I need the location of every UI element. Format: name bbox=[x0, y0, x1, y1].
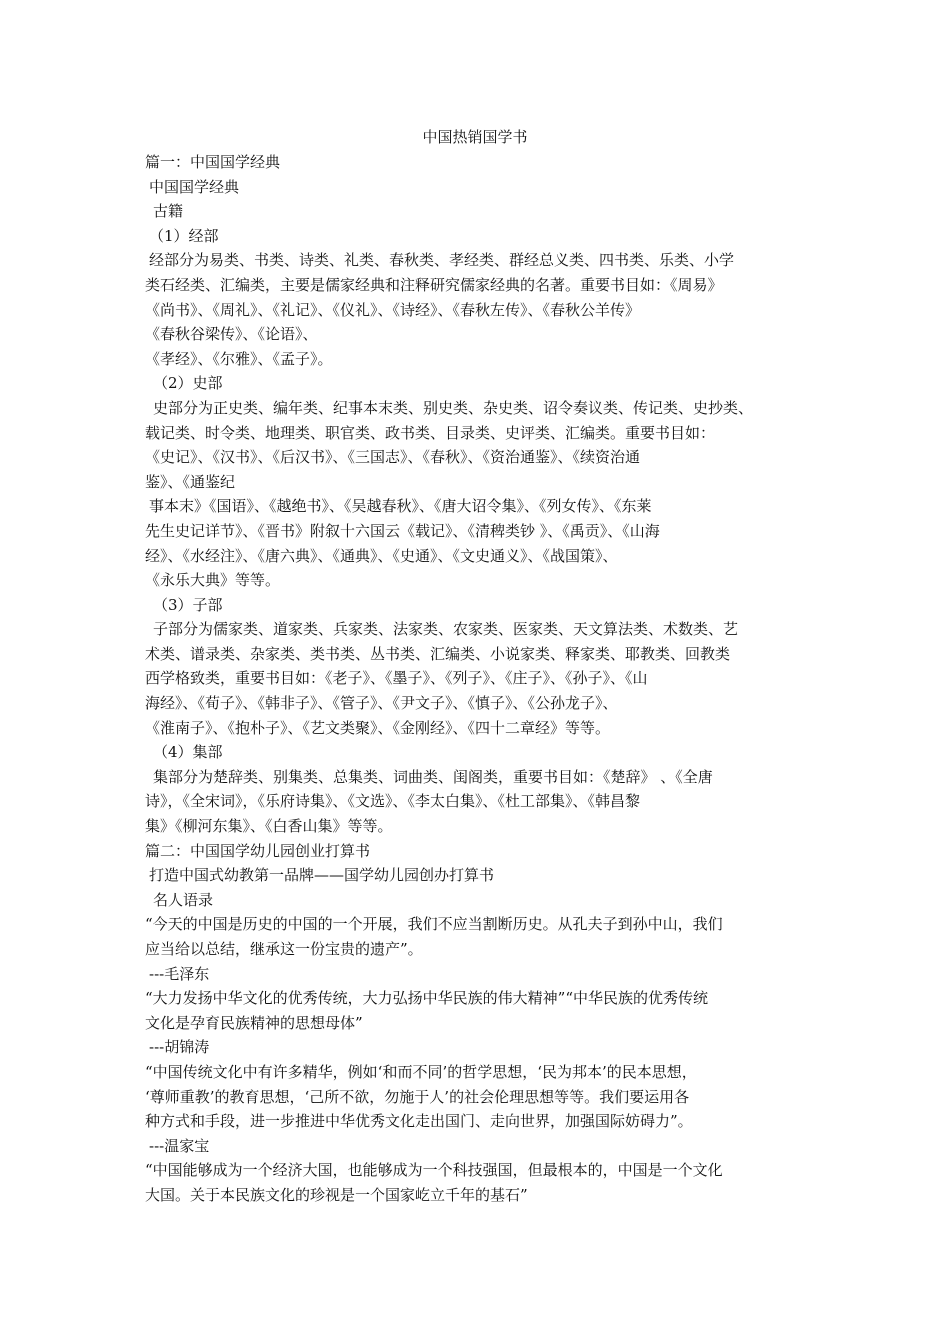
text-line: ---胡锦涛 bbox=[149, 1038, 210, 1057]
text-line: 《尚书》、《周礼》、《礼记》、《仪礼》、《诗经》、《春秋左传》、《春秋公羊传》 bbox=[145, 300, 641, 319]
text-line: 《史记》、《汉书》、《后汉书》、《三国志》、《春秋》、《资治通鉴》、《续资治通 bbox=[145, 448, 641, 467]
text-line: 篇一：中国国学经典 bbox=[145, 153, 281, 171]
document-title: 中国热销国学书 bbox=[422, 128, 528, 146]
text-line: 《淮南子》、《抱朴子》、《艺文类聚》、《金刚经》、《四十二章经》等等。 bbox=[145, 718, 611, 737]
text-line: 名人语录 bbox=[153, 890, 214, 909]
text-line: 集部分为楚辞类、别集类、总集类、词曲类、闺阁类，重要书目如：《楚辞》 、《全唐 bbox=[153, 767, 713, 786]
text-line: （1）经部 bbox=[149, 226, 219, 245]
text-line: “大力发扬中华文化的优秀传统，大力弘扬中华民族的伟大精神”“中华民族的优秀传统 bbox=[145, 989, 709, 1008]
text-line: （3）子部 bbox=[153, 595, 223, 614]
text-line: 文化是孕育民族精神的思想母体” bbox=[145, 1013, 363, 1032]
text-line: ---温家宝 bbox=[149, 1136, 210, 1155]
text-line: 诗》，《全宋词》，《乐府诗集》、《文选》、《李太白集》、《杜工部集》、《韩昌黎 bbox=[145, 792, 641, 811]
text-line: 海经》、《荀子》、《韩非子》、《管子》、《尹文子》、《慎子》、《公孙龙子》、 bbox=[145, 694, 618, 713]
text-line: “中国能够成为一个经济大国，也能够成为一个科技强国，但最根本的，中国是一个文化 bbox=[145, 1161, 723, 1180]
text-line: 鉴》、《通鉴纪 bbox=[145, 472, 236, 491]
text-line: 载记类、时令类、地理类、职官类、政书类、目录类、史评类、汇编类。重要书目如： bbox=[145, 423, 716, 442]
text-line: 类石经类、汇编类，主要是儒家经典和注释研究儒家经典的名著。重要书目如：《周易》 bbox=[145, 275, 723, 294]
text-line: 经》、《水经注》、《唐六典》、《通典》、《史通》、《文史通义》、《战国策》、 bbox=[145, 546, 618, 565]
text-line: 子部分为儒家类、道家类、兵家类、法家类、农家类、医家类、天文算法类、术数类、艺 bbox=[153, 620, 739, 639]
document-body bbox=[145, 150, 817, 1208]
text-line: 术类、谱录类、杂家类、类书类、丛书类、汇编类、小说家类、释家类、耶教类、回教类 bbox=[145, 644, 731, 663]
text-line: 打造中国式幼教第一品牌——国学幼儿园创办打算书 bbox=[149, 866, 495, 885]
text-line: 种方式和手段，进一步推进中华优秀文化走出国门、走向世界，加强国际妨碍力”。 bbox=[145, 1112, 693, 1131]
text-line: ---毛泽东 bbox=[149, 964, 210, 983]
text-line: “中国传统文化中有许多精华，例如‘和而不同’的哲学思想，‘民为邦本’的民本思想， bbox=[145, 1062, 697, 1081]
text-line: “今天的中国是历史的中国的一个开展，我们不应当割断历史。从孔夫子到孙中山，我们 bbox=[145, 915, 723, 934]
text-line: 大国。关于本民族文化的珍视是一个国家屹立千年的基石” bbox=[145, 1185, 528, 1204]
text-line: 《春秋谷梁传》、《论语》、 bbox=[145, 325, 318, 344]
text-line: 集》《柳河东集》、《白香山集》等等。 bbox=[145, 817, 393, 836]
text-line: 应当给以总结，继承这一份宝贵的遗产”。 bbox=[145, 940, 423, 958]
text-line: ‘尊师重教’的教育思想，‘己所不欲，勿施于人’的社会伦理思想等等。我们要运用各 bbox=[145, 1087, 690, 1106]
text-line: 西学格致类，重要书目如：《老子》、《墨子》、《列子》、《庄子》、《孙子》、《山 bbox=[145, 669, 648, 688]
text-line: 古籍 bbox=[153, 202, 184, 221]
text-line: （4）集部 bbox=[153, 743, 223, 762]
text-line: 中国国学经典 bbox=[149, 177, 240, 196]
text-line: 先生史记详节》、《晋书》附叙十六国云《载记》、《清稗类钞 》、《禹贡》、《山海 bbox=[145, 521, 660, 540]
text-line: 史部分为正史类、编年类、纪事本末类、别史类、杂史类、诏令奏议类、传记类、史抄类、 bbox=[153, 398, 754, 417]
text-line: 经部分为易类、书类、诗类、礼类、春秋类、孝经类、群经总义类、四书类、乐类、小学 bbox=[149, 251, 735, 270]
text-line: （2）史部 bbox=[153, 374, 223, 393]
text-line: 事本末》《国语》、《越绝书》、《吴越春秋》、《唐大诏令集》、《列女传》、《东莱 bbox=[149, 497, 652, 516]
text-line: 《孝经》、《尔雅》、《孟子》。 bbox=[145, 349, 333, 368]
text-line: 《永乐大典》等等。 bbox=[145, 571, 281, 590]
text-line: 篇二：中国国学幼儿园创业打算书 bbox=[145, 841, 371, 860]
